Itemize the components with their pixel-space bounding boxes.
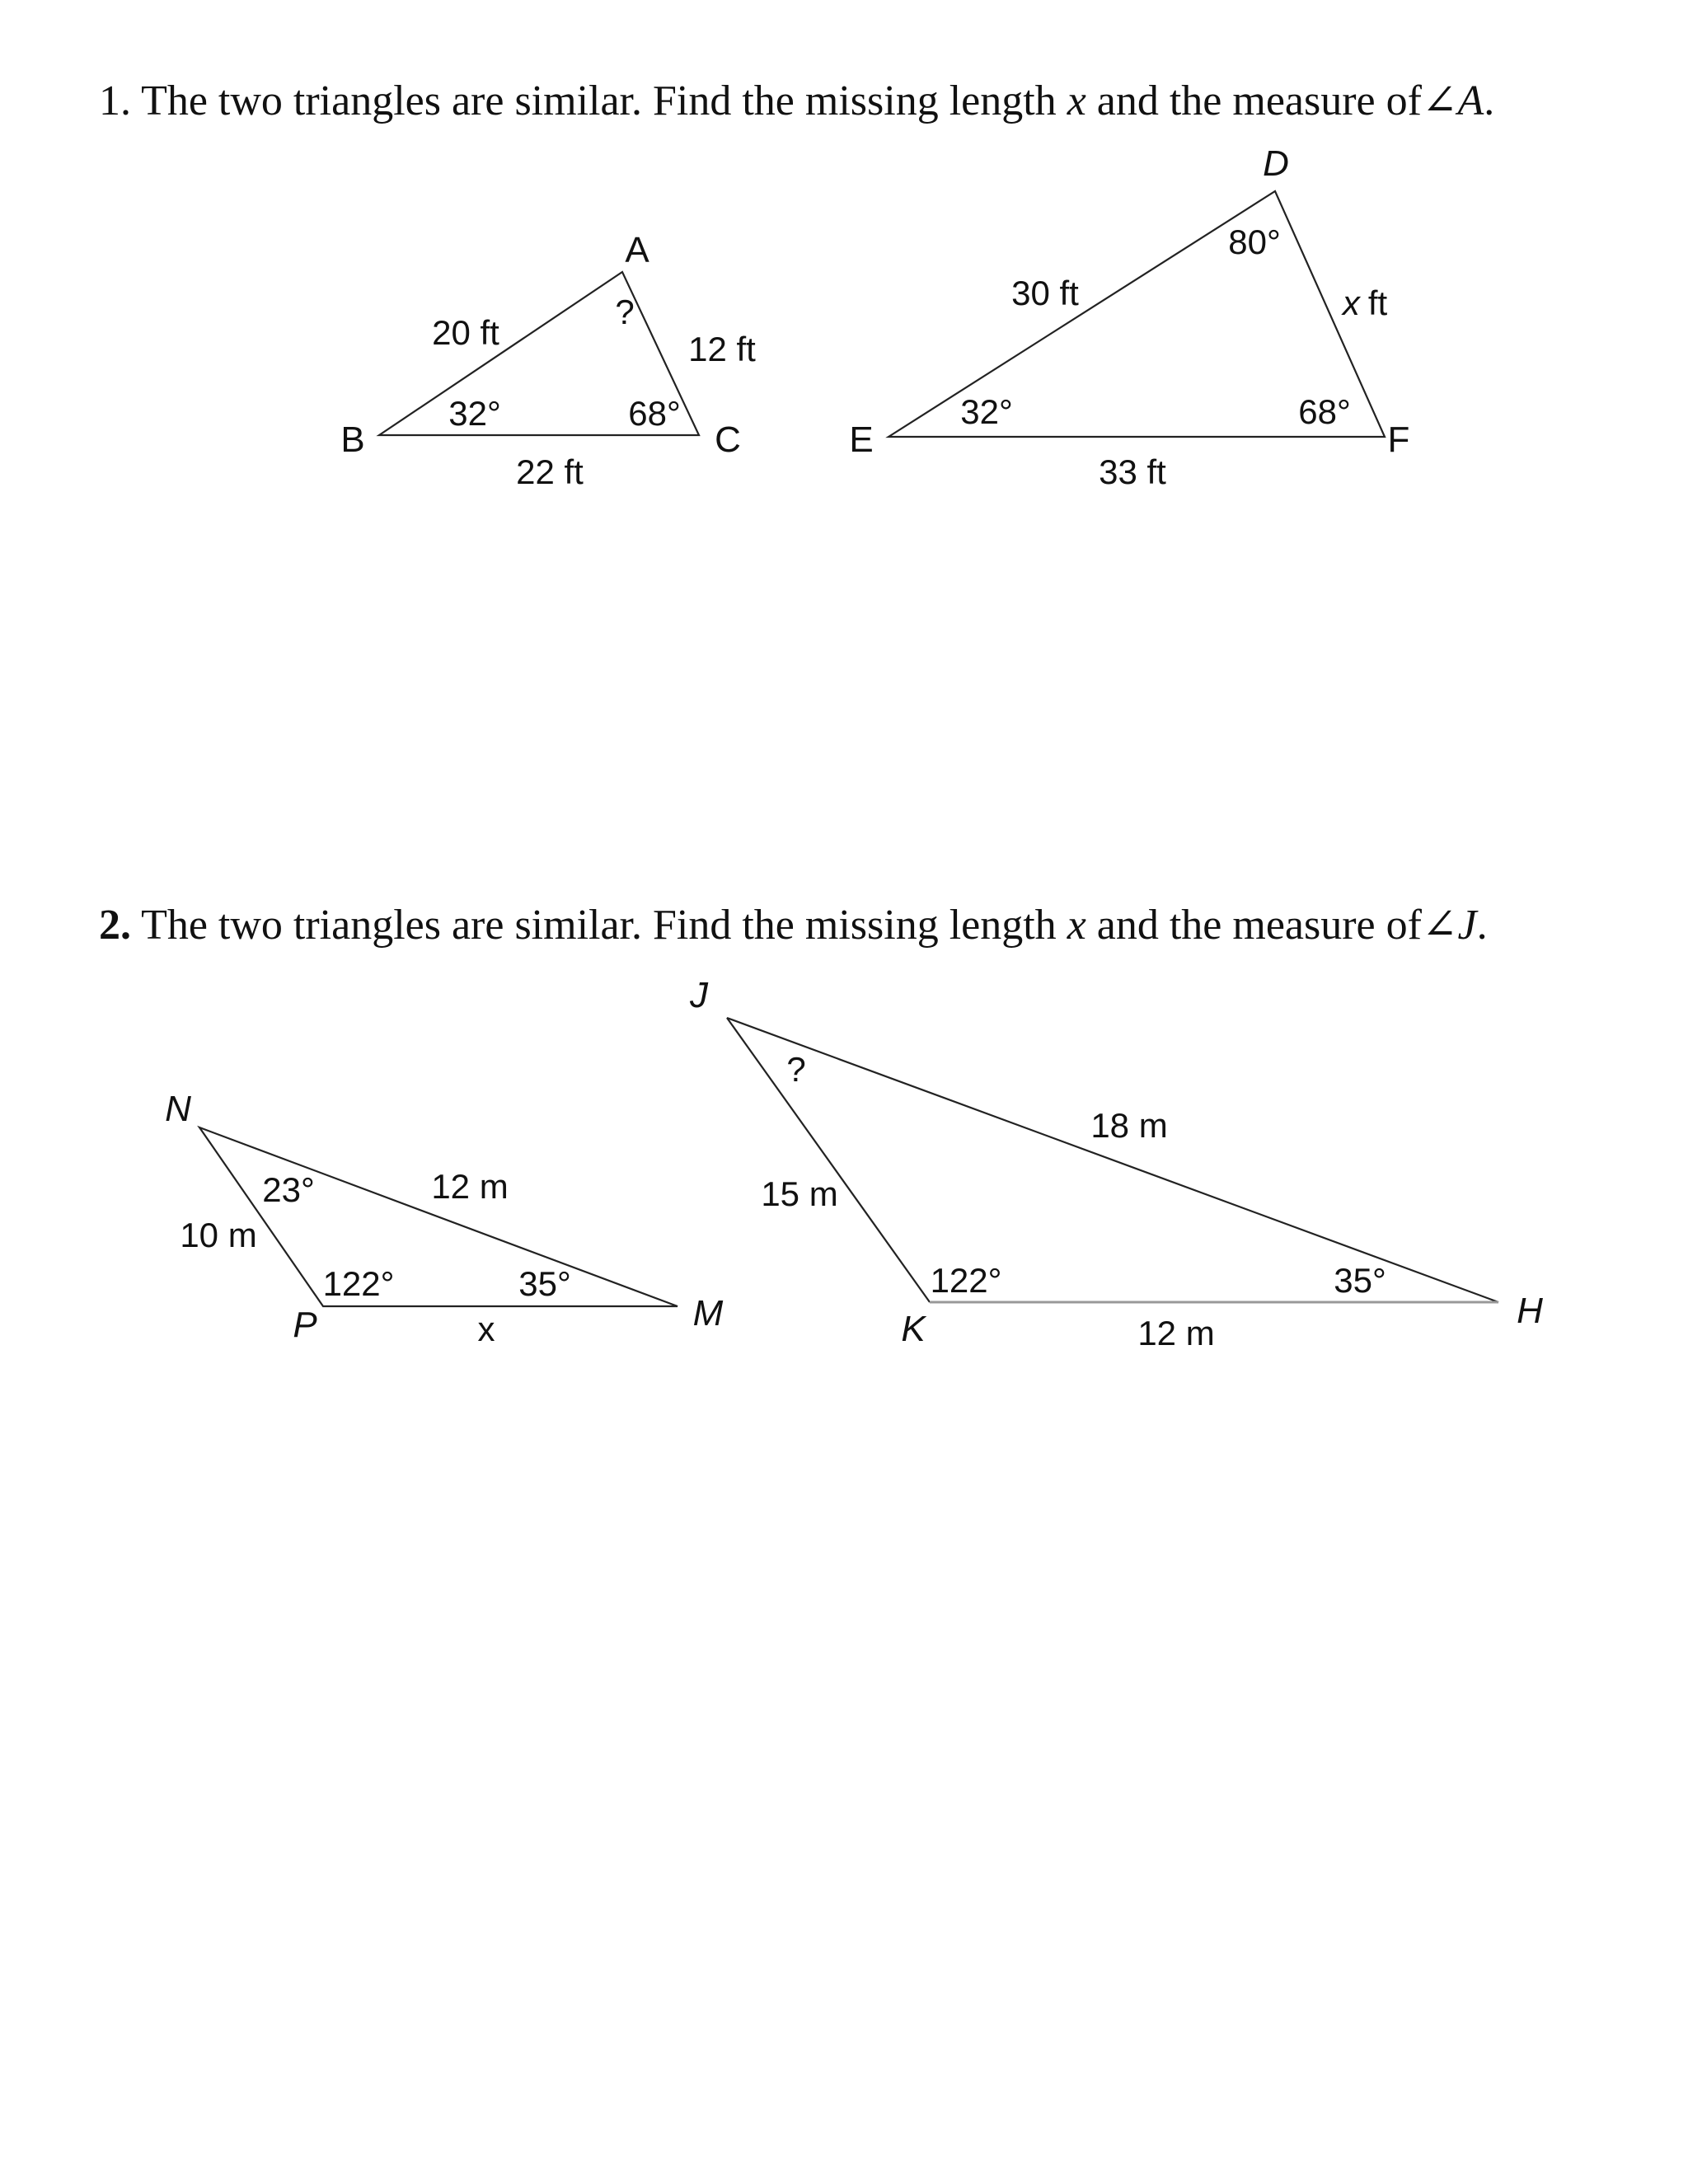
problem-2-number: 2. <box>99 902 131 949</box>
side-jh-label: 18 m <box>1090 1106 1168 1145</box>
problem-1-text-after: and the measure of <box>1096 77 1422 124</box>
side-jk-line <box>727 1018 930 1302</box>
angle-p-label: 122° <box>322 1264 395 1303</box>
vertex-n-label: N <box>165 1089 191 1129</box>
problem-1-figure <box>0 0 1688 577</box>
side-de-label: 30 ft <box>1011 274 1079 312</box>
side-ef-label: 33 ft <box>1099 452 1166 491</box>
vertex-h-label: H <box>1517 1291 1543 1331</box>
angle-e-label: 32° <box>960 392 1013 431</box>
angle-k-label: 122° <box>930 1261 1002 1300</box>
angle-c-label: 68° <box>628 394 681 433</box>
vertex-k-label: K <box>901 1309 926 1349</box>
angle-f-label: 68° <box>1298 392 1351 431</box>
side-kh-label: 12 m <box>1137 1314 1215 1352</box>
side-pm-label: x <box>477 1310 495 1348</box>
vertex-d-label: D <box>1263 143 1289 184</box>
angle-n-label: 23° <box>262 1170 315 1209</box>
problem-1-number: 1. <box>99 77 131 124</box>
side-ac-label: 12 ft <box>688 330 756 368</box>
angle-b-label: 32° <box>448 394 501 433</box>
vertex-m-label: M <box>692 1293 724 1333</box>
problem-2-angle-target: J <box>1457 902 1477 949</box>
vertex-p-label: P <box>293 1305 317 1345</box>
vertex-a-label: A <box>625 230 649 270</box>
angle-h-label: 35° <box>1334 1261 1386 1300</box>
side-jh-line <box>727 1018 1498 1302</box>
side-df-unit: ft <box>1367 284 1388 322</box>
side-nm-label: 12 m <box>431 1167 509 1206</box>
angle-d-label: 80° <box>1228 223 1281 261</box>
triangle-abc <box>340 230 756 491</box>
triangle-def <box>849 143 1409 491</box>
problem-2-end: . <box>1476 902 1488 949</box>
problem-2-text-after: and the measure of <box>1096 902 1422 949</box>
side-df-label <box>1341 284 1388 322</box>
problem-1-variable: x <box>1067 77 1086 124</box>
angle-j-label: ? <box>786 1050 806 1089</box>
problem-2-figure <box>0 948 1688 1409</box>
triangle-jkh <box>689 975 1543 1352</box>
problem-1-text-before: The two triangles are similar. Find the missing length <box>141 77 1057 124</box>
angle-symbol-icon: ∠ <box>1421 77 1458 124</box>
vertex-e-label: E <box>849 419 874 460</box>
vertex-b-label: B <box>340 419 365 460</box>
triangle-npm-outline <box>199 1127 678 1306</box>
side-bc-label: 22 ft <box>516 452 584 491</box>
vertex-j-label: J <box>690 975 708 1015</box>
problem-1-end: . <box>1484 77 1495 124</box>
problem-2-variable: x <box>1067 902 1086 949</box>
triangle-npm <box>165 1089 724 1348</box>
problem-2-text-before: The two triangles are similar. Find the missing length <box>141 902 1057 949</box>
problem-2-statement <box>99 900 1488 949</box>
side-ab-label: 20 ft <box>432 313 499 352</box>
angle-a-label: ? <box>615 293 635 331</box>
side-df-variable: x <box>1342 284 1360 322</box>
side-np-label: 10 m <box>180 1216 257 1254</box>
problem-1-angle-target: A <box>1457 77 1484 124</box>
vertex-c-label: C <box>715 419 741 460</box>
angle-symbol-icon: ∠ <box>1421 902 1458 949</box>
side-jk-label: 15 m <box>761 1174 838 1213</box>
vertex-f-label: F <box>1387 419 1410 460</box>
angle-m-label: 35° <box>518 1264 571 1303</box>
